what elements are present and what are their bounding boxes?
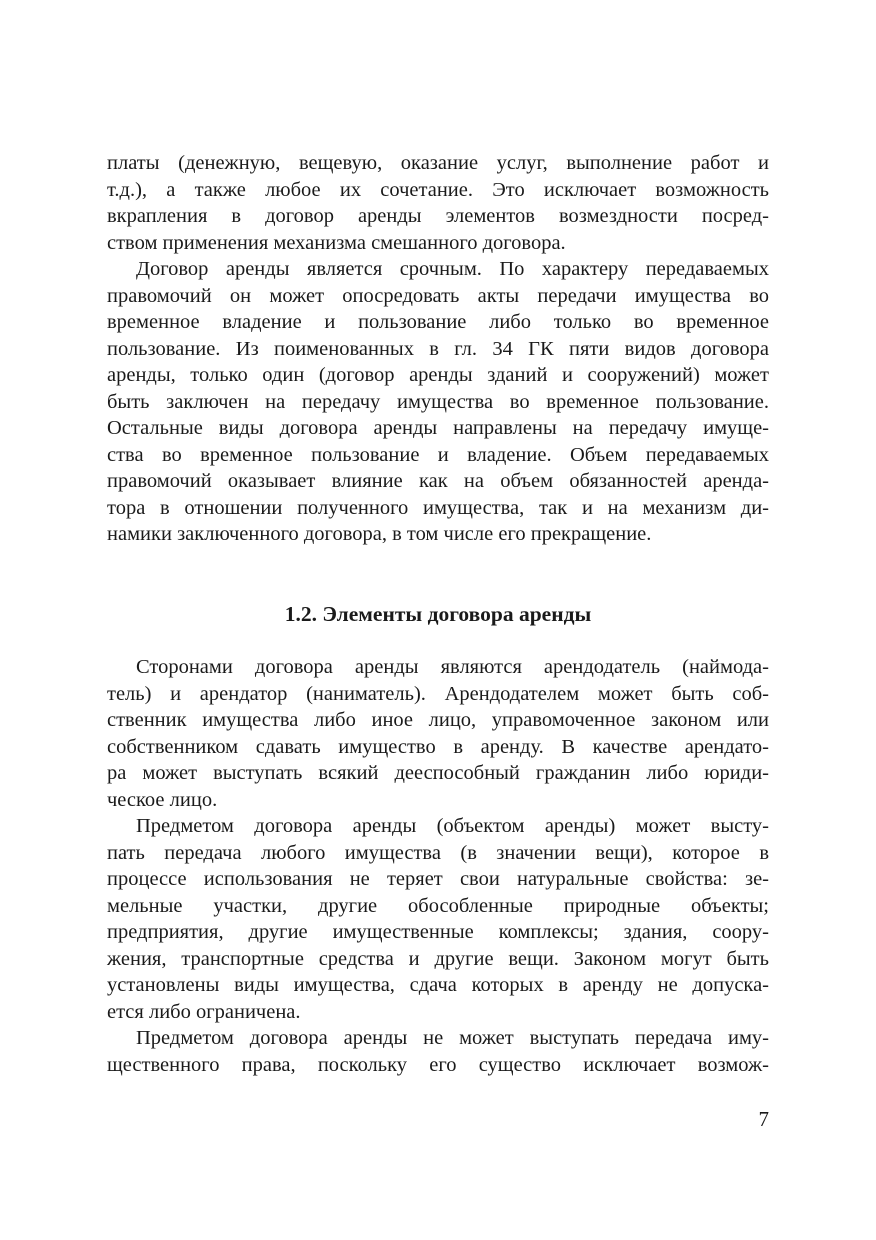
top-text-block [107,150,769,548]
text-line: процессе использования не теряет свои натуральные свойства: зе- [107,868,769,890]
paragraph-3 [107,654,769,813]
text-line: правомочий он может опосредовать акты передачи имущества во [107,284,769,307]
text-line: предприятия, другие имущественные комплексы; здания, соору- [107,921,769,943]
text-line: т.д.), а также любое их сочетание. Это исключает возможность [107,178,769,201]
text-line: быть заключен на передачу имущества во временное пользование. [107,390,769,413]
text-line: аренды, только один (договор аренды зданий и сооружений) может [107,364,769,386]
text-line: ется либо ограничена. [107,1000,301,1023]
text-line: платы (денежную, вещевую, оказание услуг, выполнение работ и [107,152,769,174]
text-line: пользование. Из поименованных в гл. 34 ГК пяти видов договора [107,337,769,360]
text-line: жения, транспортные средства и другие вещи. Законом могут быть [107,947,769,970]
text-line: Сторонами договора аренды являются арендодатель (наймода- [136,656,769,678]
text-line: тель) и арендатор (наниматель). Арендодателем может быть соб- [107,682,769,705]
section-text-block [107,654,769,1078]
paragraph-4 [107,813,769,1025]
text-line: Договор аренды является срочным. По характеру передаваемых [136,258,769,280]
page-number: 7 [758,1107,769,1131]
section-heading: 1.2. Элементы договора аренды [284,602,592,626]
text-line: ственник имущества либо иное лицо, управомоченное законом или [107,709,769,731]
text-line: собственником сдавать имущество в аренду. В качестве арендато- [107,735,769,758]
text-line: временное владение и пользование либо только во временное [107,311,769,333]
text-line: установлены виды имущества, сдача которых в аренду не допуска- [107,974,769,996]
text-line: мельные участки, другие обособленные природные объекты; [107,894,769,917]
text-line: ства во временное пользование и владение. Объем передаваемых [107,443,769,466]
text-line: намики заключенного договора, в том числе его прекращение. [107,523,652,545]
text-line: Остальные виды договора аренды направлены на передачу имуще- [107,417,769,439]
text-line: Предметом договора аренды (объектом аренды) может высту- [136,815,769,837]
text-line: правомочий оказывает влияние как на объем обязанностей аренда- [107,470,769,492]
text-line: тора в отношении полученного имущества, так и на механизм ди- [107,496,769,519]
paragraph-2 [107,256,769,548]
text-line: ческое лицо. [107,788,218,811]
text-line: ра может выступать всякий дееспособный гражданин либо юриди- [107,762,769,784]
text-line: щественного права, поскольку его существо исключает возмож- [107,1053,769,1076]
text-line: Предметом договора аренды не может выступать передача иму- [136,1027,769,1049]
paragraph-5 [107,1025,769,1078]
text-line: ством применения механизма смешанного договора. [107,231,566,254]
text-line: пать передача любого имущества (в значении вещи), которое в [107,841,769,864]
paragraph-1 [107,150,769,256]
text-line: вкрапления в договор аренды элементов возмездности посред- [107,205,769,227]
